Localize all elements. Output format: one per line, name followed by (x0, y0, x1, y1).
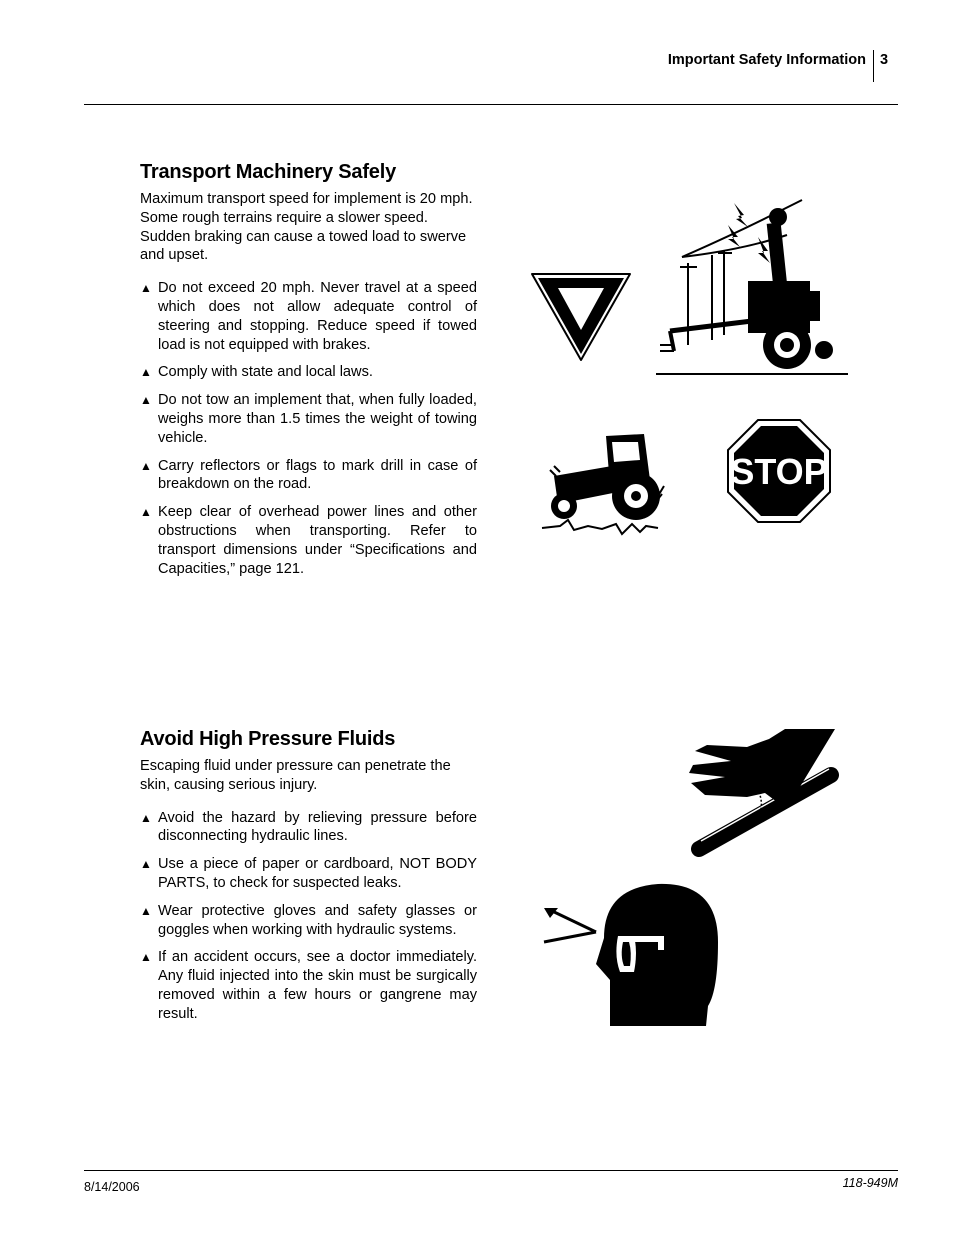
list-item: ▲ Keep clear of overhead power lines and other obstructions when transporting. Refer to transport dimensions under “Specifications and Capacities,” page 121. (140, 504, 477, 577)
header-separator (873, 50, 874, 82)
bullet-triangle-icon: ▲ (140, 458, 152, 473)
bullet-triangle-icon: ▲ (140, 857, 152, 872)
header-title: Important Safety Information (667, 52, 866, 68)
section-title: Transport Machinery Safely (140, 161, 397, 183)
stop-sign-icon (726, 418, 832, 524)
section-intro: Escaping fluid under pressure can penetrate the skin, causing serious injury. (140, 758, 451, 793)
bullet-triangle-icon: ▲ (140, 281, 152, 296)
top-rule (84, 104, 898, 105)
stop-sign-text: STOP (730, 451, 828, 492)
safety-glasses-head-icon (540, 880, 725, 1030)
list-item: ▲ Carry reflectors or flags to mark drill in case of breakdown on the road. (140, 457, 477, 493)
list-item: ▲ Avoid the hazard by relieving pressure before disconnecting hydraulic lines. (140, 809, 477, 845)
bullet-list (140, 809, 477, 1024)
bullet-list (140, 279, 477, 578)
bottom-rule (84, 1170, 898, 1171)
bullet-triangle-icon: ▲ (140, 810, 152, 825)
yield-sign-icon (528, 270, 634, 364)
list-item: ▲ Use a piece of paper or cardboard, NOT BODY PARTS, to check for suspected leaks. (140, 856, 477, 891)
section-intro: Maximum transport speed for implement is 20 mph. Some rough terrains require a slower speed. Sudden braking can cause a towed load to swerve and upset. (140, 191, 473, 264)
hand-fluid-injection-icon (685, 725, 840, 860)
tipping-tractor-icon (540, 430, 670, 540)
bullet-triangle-icon: ▲ (140, 505, 152, 520)
footer-doc-code: 118-949M (842, 1176, 898, 1190)
power-line-tractor-icon (652, 195, 852, 377)
bullet-triangle-icon: ▲ (140, 950, 152, 965)
bullet-triangle-icon: ▲ (140, 903, 152, 918)
list-item: ▲ Comply with state and local laws. (140, 364, 373, 381)
list-item: ▲ Wear protective gloves and safety glasses or goggles when working with hydraulic systems. (140, 902, 477, 938)
list-item: ▲ Do not tow an implement that, when fully loaded, weighs more than 1.5 times the weight of towing vehicle. (140, 392, 477, 446)
section-title: Avoid High Pressure Fluids (140, 728, 396, 750)
bullet-triangle-icon: ▲ (140, 393, 152, 408)
section-transport (140, 161, 477, 587)
section-high-pressure (140, 728, 477, 1033)
page-number: 3 (880, 52, 889, 68)
bullet-triangle-icon: ▲ (140, 365, 152, 380)
footer-date: 8/14/2006 (84, 1180, 140, 1194)
list-item: ▲ If an accident occurs, see a doctor immediately. Any fluid injected into the skin must be surgically removed within a few hours or gangrene may result. (140, 949, 477, 1022)
list-item: ▲ Do not exceed 20 mph. Never travel at a speed which does not allow adequate control of steering and stopping. Reduce speed if towed load is not equipped with brakes. (140, 280, 477, 353)
